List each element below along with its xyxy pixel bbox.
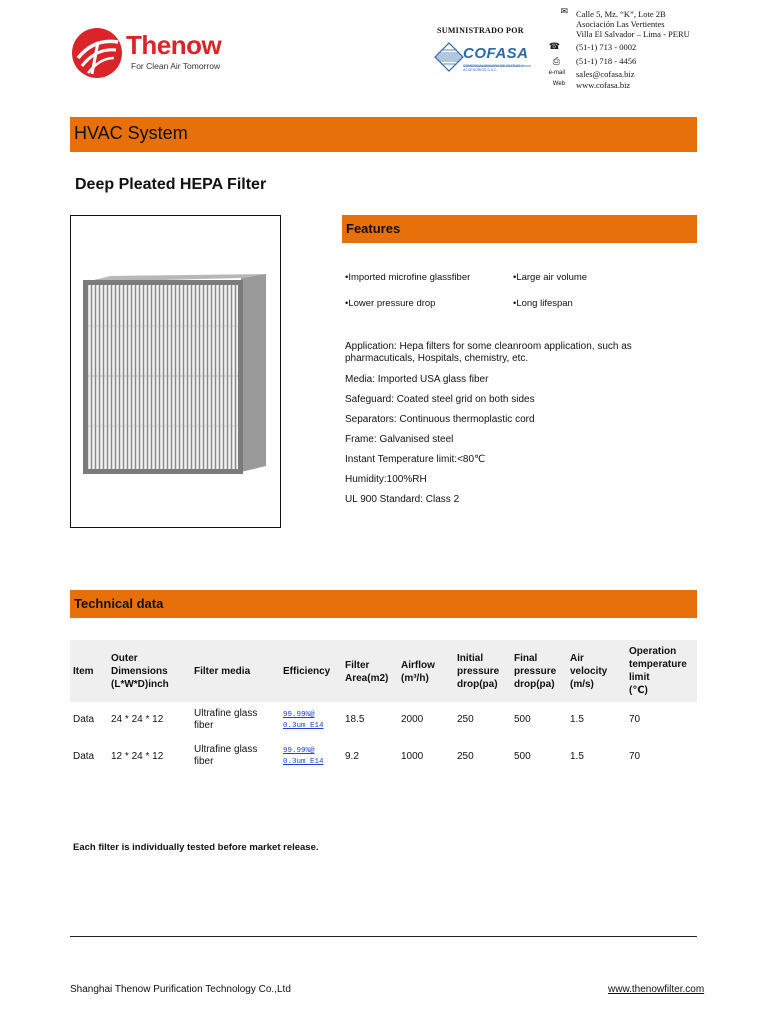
- spec-frame: Frame: Galvanised steel: [345, 434, 454, 445]
- feature-item: •Long lifespan: [513, 298, 573, 309]
- table-row-1-velocity: 1.5: [570, 714, 584, 725]
- email-link[interactable]: sales@cofasa.biz: [576, 69, 635, 79]
- header-dimensions: Outer Dimensions (L*W*D)inch: [111, 653, 169, 690]
- features-heading-bar: [342, 215, 697, 243]
- spec-media: Media: Imported USA glass fiber: [345, 374, 489, 385]
- table-row-2-final: 500: [514, 751, 531, 762]
- spec-humidity: Humidity:100%RH: [345, 474, 427, 485]
- footer-website-link[interactable]: www.thenowfilter.com: [608, 984, 705, 995]
- feature-item: •Lower pressure drop: [345, 298, 436, 309]
- table-row-1-final: 500: [514, 714, 531, 725]
- footer-company: Shanghai Thenow Purification Technology Co.,Ltd: [70, 984, 291, 995]
- testing-note: Each filter is individually tested before market release.: [73, 842, 319, 853]
- table-row-2-media: Ultrafine glass fiber: [194, 744, 258, 767]
- brand-tagline: For Clean Air Tomorrow: [131, 61, 221, 71]
- table-row-2-velocity: 1.5: [570, 751, 584, 762]
- header-item: Item: [73, 666, 94, 677]
- header-final-pressure: Final pressure drop(pa): [514, 653, 557, 690]
- header-air-velocity: Air velocity (m/s): [570, 653, 608, 690]
- web-label: Web: [552, 81, 565, 87]
- table-row-1-dims: 24 * 24 * 12: [111, 714, 164, 725]
- header-airflow: Airflow (m³/h): [401, 660, 435, 684]
- feature-item: •Imported microfine glassfiber: [345, 272, 471, 283]
- table-row-1-op-temp: 70: [629, 714, 641, 725]
- section-title: HVAC System: [74, 123, 188, 143]
- table-row-2-efficiency-link[interactable]: 99.99%@ 0.3um E14: [283, 747, 324, 766]
- table-row-2-dims: 12 * 24 * 12: [111, 751, 164, 762]
- thenow-logo-icon: [72, 28, 122, 78]
- footer-divider: [70, 936, 697, 937]
- table-row-2-area: 9.2: [345, 751, 359, 762]
- product-image: [70, 215, 281, 528]
- features-heading: Features: [346, 221, 401, 236]
- phone-number: (51-1) 713 - 0002: [576, 42, 637, 52]
- table-row-2-item: Data: [73, 751, 95, 762]
- supplier-subtitle: COMERCIALIZADORA DE FILTROS Y ACCESORIOS S.A.C.: [463, 64, 524, 72]
- brand-name: Thenow: [126, 30, 222, 60]
- table-row-1-initial: 250: [457, 714, 474, 725]
- spec-application: Application: Hepa filters for some cleanroom application, such as pharmacuticals, Hospitals, chemistry, etc.: [345, 341, 632, 364]
- table-row-1-airflow: 2000: [401, 714, 424, 725]
- table-row-2-op-temp: 70: [629, 751, 641, 762]
- address-line-1: Calle 5, Mz. “K”, Lote 2B: [576, 9, 666, 19]
- table-row-1-area: 18.5: [345, 714, 365, 725]
- table-row-1-efficiency-link[interactable]: 99.99%@ 0.3um E14: [283, 711, 324, 730]
- address-line-2: Asociación Las Vertientes: [576, 19, 665, 29]
- email-label: e-mail: [548, 70, 565, 76]
- feature-item: •Large air volume: [513, 272, 588, 283]
- supplied-by-label: SUMINISTRADO POR: [437, 26, 524, 35]
- table-row-1-media: Ultrafine glass fiber: [194, 708, 258, 731]
- table-row-2-airflow: 1000: [401, 751, 424, 762]
- section-title-bar: [70, 117, 697, 152]
- technical-heading-bar: [70, 590, 697, 618]
- spec-separators: Separators: Continuous thermoplastic cord: [345, 414, 535, 425]
- spec-safeguard: Safeguard: Coated steel grid on both sides: [345, 394, 535, 405]
- hepa-filter-illustration: [71, 216, 279, 526]
- technical-heading: Technical data: [74, 596, 164, 611]
- supplier-name: COFASA: [463, 45, 529, 62]
- header-operation-temp: Operation temperature limit (℃): [629, 646, 687, 696]
- web-link[interactable]: www.cofasa.biz: [576, 80, 631, 90]
- product-title: Deep Pleated HEPA Filter: [75, 176, 267, 193]
- table-row-1-item: Data: [73, 714, 95, 725]
- header-initial-pressure: Initial pressure drop(pa): [457, 653, 500, 690]
- phone-icon: ☎: [548, 41, 560, 51]
- spec-standard: UL 900 Standard: Class 2: [345, 494, 460, 505]
- address-line-3: Villa El Salvador – Lima - PERU: [576, 29, 690, 39]
- fax-icon: ⎙: [552, 56, 560, 66]
- header-efficiency: Efficiency: [283, 666, 331, 677]
- header-filter-media: Filter media: [194, 666, 251, 677]
- fax-number: (51-1) 718 - 4456: [576, 56, 637, 66]
- spec-temperature: Instant Temperature limit:<80℃: [345, 454, 486, 465]
- table-row-2-initial: 250: [457, 751, 474, 762]
- header-filter-area: Filter Area(m2): [345, 660, 389, 684]
- envelope-icon: ✉: [560, 6, 568, 16]
